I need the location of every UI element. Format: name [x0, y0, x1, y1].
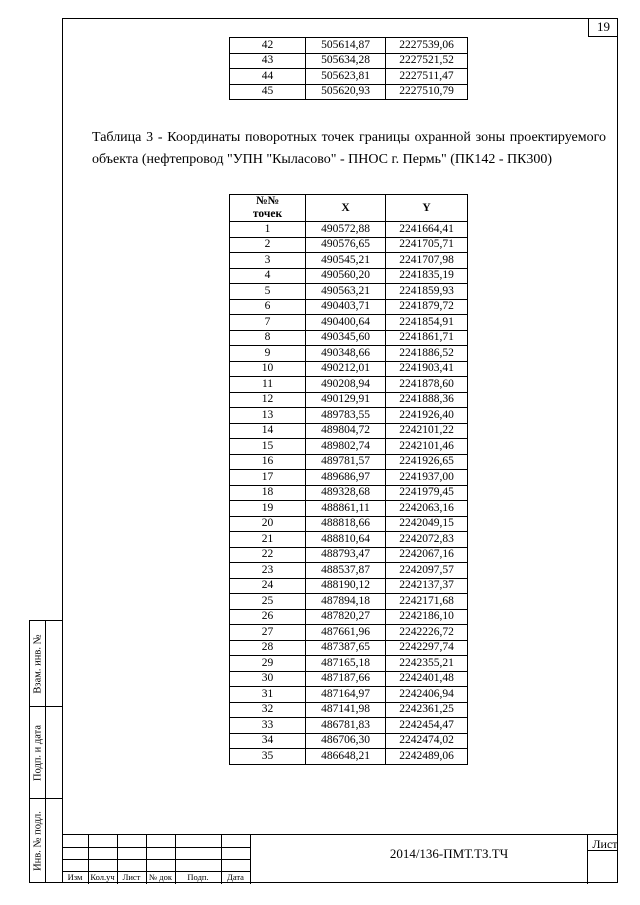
- header-y: Y: [386, 195, 468, 222]
- cell-x: 487820,27: [306, 609, 386, 625]
- cell-x: 490400,64: [306, 315, 386, 331]
- cell-y: 2242401,48: [386, 671, 468, 687]
- cell-point-number: 2: [230, 237, 306, 253]
- cell-x: 487187,66: [306, 671, 386, 687]
- header-x: X: [306, 195, 386, 222]
- cell-point-number: 29: [230, 656, 306, 672]
- cell-y: 2242072,83: [386, 532, 468, 548]
- cell-y: 2242489,06: [386, 749, 468, 765]
- cell-y: 2242226,72: [386, 625, 468, 641]
- table-row: [230, 687, 468, 703]
- table-row: [230, 733, 468, 749]
- table-row: [230, 330, 468, 346]
- table-row: [230, 38, 468, 54]
- cell-point-number: 7: [230, 315, 306, 331]
- header-point-number: [230, 195, 306, 222]
- cell-y: 2241979,45: [386, 485, 468, 501]
- side-cell-inv-podl: [30, 799, 63, 882]
- table-row: [230, 594, 468, 610]
- cell-point-number: 4: [230, 268, 306, 284]
- coordinates-table-continued: [229, 37, 468, 100]
- cell-y: 2241861,71: [386, 330, 468, 346]
- cell-point-number: 6: [230, 299, 306, 315]
- cell-y: 2242137,37: [386, 578, 468, 594]
- cell-y: 2242049,15: [386, 516, 468, 532]
- table-row: [230, 718, 468, 734]
- cell-y: 2242101,22: [386, 423, 468, 439]
- cell-x: 487387,65: [306, 640, 386, 656]
- tb-label-kol-uch: Кол.уч: [90, 872, 115, 882]
- cell-y: 2242361,25: [386, 702, 468, 718]
- cell-y: 2241705,71: [386, 237, 468, 253]
- cell-x: 490560,20: [306, 268, 386, 284]
- cell-x: 486781,83: [306, 718, 386, 734]
- cell-x: 490208,94: [306, 377, 386, 393]
- cell-x: 489328,68: [306, 485, 386, 501]
- cell-x: 487141,98: [306, 702, 386, 718]
- cell-point-number: 14: [230, 423, 306, 439]
- cell-x: 489686,97: [306, 470, 386, 486]
- cell-x: 487661,96: [306, 625, 386, 641]
- table-row: [230, 284, 468, 300]
- cell-point-number: 32: [230, 702, 306, 718]
- cell-y: 2242171,68: [386, 594, 468, 610]
- cell-point-number: 25: [230, 594, 306, 610]
- cell-point-number: 31: [230, 687, 306, 703]
- cell-x: 490129,91: [306, 392, 386, 408]
- cell-point-number: 18: [230, 485, 306, 501]
- side-cell-podp-data: [30, 707, 63, 799]
- cell-x: 490545,21: [306, 253, 386, 269]
- cell-y: 2242454,47: [386, 718, 468, 734]
- cell-x: 490563,21: [306, 284, 386, 300]
- table-row: [230, 749, 468, 765]
- tb-label-n-dok: № док: [149, 872, 172, 882]
- cell-point-number: 45: [230, 84, 306, 100]
- cell-x: 489781,57: [306, 454, 386, 470]
- cell-x: 505620,93: [306, 84, 386, 100]
- coordinates-table: [229, 194, 468, 765]
- cell-point-number: 10: [230, 361, 306, 377]
- table-row: [230, 702, 468, 718]
- cell-y: 2242097,57: [386, 563, 468, 579]
- cell-y: 2241888,36: [386, 392, 468, 408]
- cell-point-number: 13: [230, 408, 306, 424]
- cell-y: 2241835,19: [386, 268, 468, 284]
- cell-point-number: 5: [230, 284, 306, 300]
- cell-point-number: 43: [230, 53, 306, 69]
- side-stamp: [29, 620, 62, 883]
- cell-point-number: 11: [230, 377, 306, 393]
- cell-y: 2241926,65: [386, 454, 468, 470]
- cell-point-number: 22: [230, 547, 306, 563]
- tb-label-list: Лист: [122, 872, 141, 882]
- cell-y: 2227511,47: [386, 69, 468, 85]
- cell-x: 487164,97: [306, 687, 386, 703]
- tb-label-izm: Изм: [67, 872, 83, 882]
- page-number: 19: [588, 19, 618, 37]
- table-row: [230, 578, 468, 594]
- cell-point-number: 3: [230, 253, 306, 269]
- cell-point-number: 19: [230, 501, 306, 517]
- table-row: [230, 361, 468, 377]
- table-row: [230, 53, 468, 69]
- document-code: 2014/136-ПМТ.ТЗ.ТЧ: [389, 846, 509, 861]
- title-block: [62, 834, 618, 883]
- cell-x: 490345,60: [306, 330, 386, 346]
- header-point-number-line2: точек: [252, 208, 283, 220]
- cell-x: 488793,47: [306, 547, 386, 563]
- table-header-row: [230, 195, 468, 222]
- cell-point-number: 9: [230, 346, 306, 362]
- cell-point-number: 42: [230, 38, 306, 54]
- cell-x: 505623,81: [306, 69, 386, 85]
- cell-point-number: 28: [230, 640, 306, 656]
- cell-x: 487165,18: [306, 656, 386, 672]
- table-row: [230, 470, 468, 486]
- table-row: [230, 609, 468, 625]
- cell-x: 490348,66: [306, 346, 386, 362]
- cell-y: 2241903,41: [386, 361, 468, 377]
- cell-point-number: 15: [230, 439, 306, 455]
- cell-y: 2227539,06: [386, 38, 468, 54]
- cell-point-number: 17: [230, 470, 306, 486]
- table-row: [230, 547, 468, 563]
- cell-y: 2241707,98: [386, 253, 468, 269]
- cell-point-number: 27: [230, 625, 306, 641]
- table-row: [230, 315, 468, 331]
- cell-point-number: 21: [230, 532, 306, 548]
- table-row: [230, 408, 468, 424]
- side-label-podp-data: Подп. и дата: [32, 724, 43, 781]
- cell-y: 2242297,74: [386, 640, 468, 656]
- side-cell-vzam-inv: [30, 621, 63, 707]
- cell-x: 488861,11: [306, 501, 386, 517]
- table-row: [230, 640, 468, 656]
- table-row: [230, 377, 468, 393]
- table-row: [230, 501, 468, 517]
- cell-x: 490212,01: [306, 361, 386, 377]
- cell-x: 488818,66: [306, 516, 386, 532]
- cell-y: 2241664,41: [386, 222, 468, 238]
- cell-point-number: 44: [230, 69, 306, 85]
- table-row: [230, 563, 468, 579]
- table-row: [230, 222, 468, 238]
- table-row: [230, 671, 468, 687]
- cell-point-number: 33: [230, 718, 306, 734]
- cell-x: 489783,55: [306, 408, 386, 424]
- cell-x: 488810,64: [306, 532, 386, 548]
- cell-y: 2241886,52: [386, 346, 468, 362]
- tb-label-podp: Подп.: [187, 872, 209, 882]
- cell-point-number: 26: [230, 609, 306, 625]
- table-row: [230, 237, 468, 253]
- table-row: [230, 423, 468, 439]
- cell-y: 2242406,94: [386, 687, 468, 703]
- table-row: [230, 392, 468, 408]
- cell-x: 487894,18: [306, 594, 386, 610]
- cell-x: 490572,88: [306, 222, 386, 238]
- cell-point-number: 34: [230, 733, 306, 749]
- table-row: [230, 439, 468, 455]
- table-row: [230, 532, 468, 548]
- table-row: [230, 253, 468, 269]
- cell-point-number: 30: [230, 671, 306, 687]
- cell-point-number: 24: [230, 578, 306, 594]
- cell-x: 486648,21: [306, 749, 386, 765]
- table-row: [230, 485, 468, 501]
- cell-x: 505634,28: [306, 53, 386, 69]
- cell-y: 2242063,16: [386, 501, 468, 517]
- cell-x: 490403,71: [306, 299, 386, 315]
- sheet-label: Лист: [592, 837, 618, 851]
- table-row: [230, 84, 468, 100]
- cell-y: 2242101,46: [386, 439, 468, 455]
- cell-point-number: 35: [230, 749, 306, 765]
- cell-x: 505614,87: [306, 38, 386, 54]
- cell-point-number: 23: [230, 563, 306, 579]
- cell-y: 2241859,93: [386, 284, 468, 300]
- cell-y: 2242186,10: [386, 609, 468, 625]
- cell-x: 488537,87: [306, 563, 386, 579]
- cell-y: 2242355,21: [386, 656, 468, 672]
- table-row: [230, 516, 468, 532]
- coordinates-table-body: [230, 38, 468, 100]
- cell-point-number: 1: [230, 222, 306, 238]
- cell-point-number: 16: [230, 454, 306, 470]
- cell-y: 2242474,02: [386, 733, 468, 749]
- tb-label-data: Дата: [227, 872, 244, 882]
- cell-point-number: 12: [230, 392, 306, 408]
- cell-point-number: 8: [230, 330, 306, 346]
- cell-y: 2241926,40: [386, 408, 468, 424]
- cell-y: 2241854,91: [386, 315, 468, 331]
- cell-point-number: 20: [230, 516, 306, 532]
- cell-y: 2241937,00: [386, 470, 468, 486]
- table-row: [230, 268, 468, 284]
- table-row: [230, 454, 468, 470]
- coordinates-table-body: [230, 222, 468, 765]
- cell-x: 489802,74: [306, 439, 386, 455]
- side-label-inv-podl: Инв. № подл.: [32, 810, 43, 871]
- table-row: [230, 69, 468, 85]
- cell-y: 2241879,72: [386, 299, 468, 315]
- cell-y: 2227510,79: [386, 84, 468, 100]
- cell-y: 2227521,52: [386, 53, 468, 69]
- header-point-number-line1: №№: [255, 195, 280, 207]
- cell-x: 486706,30: [306, 733, 386, 749]
- table-caption: Таблица 3 - Координаты поворотных точек границы охранной зоны проектируемого объекта (нефтепровод "УПН "Кыласово" - ПНОС г. Пермь" (ПК142 - ПК300): [92, 130, 606, 167]
- table-row: [230, 346, 468, 362]
- table-row: [230, 299, 468, 315]
- cell-y: 2241878,60: [386, 377, 468, 393]
- table-row: [230, 656, 468, 672]
- cell-x: 490576,65: [306, 237, 386, 253]
- cell-x: 488190,12: [306, 578, 386, 594]
- cell-x: 489804,72: [306, 423, 386, 439]
- table-row: [230, 625, 468, 641]
- side-label-vzam-inv: Взам. инв. №: [32, 633, 43, 694]
- cell-y: 2242067,16: [386, 547, 468, 563]
